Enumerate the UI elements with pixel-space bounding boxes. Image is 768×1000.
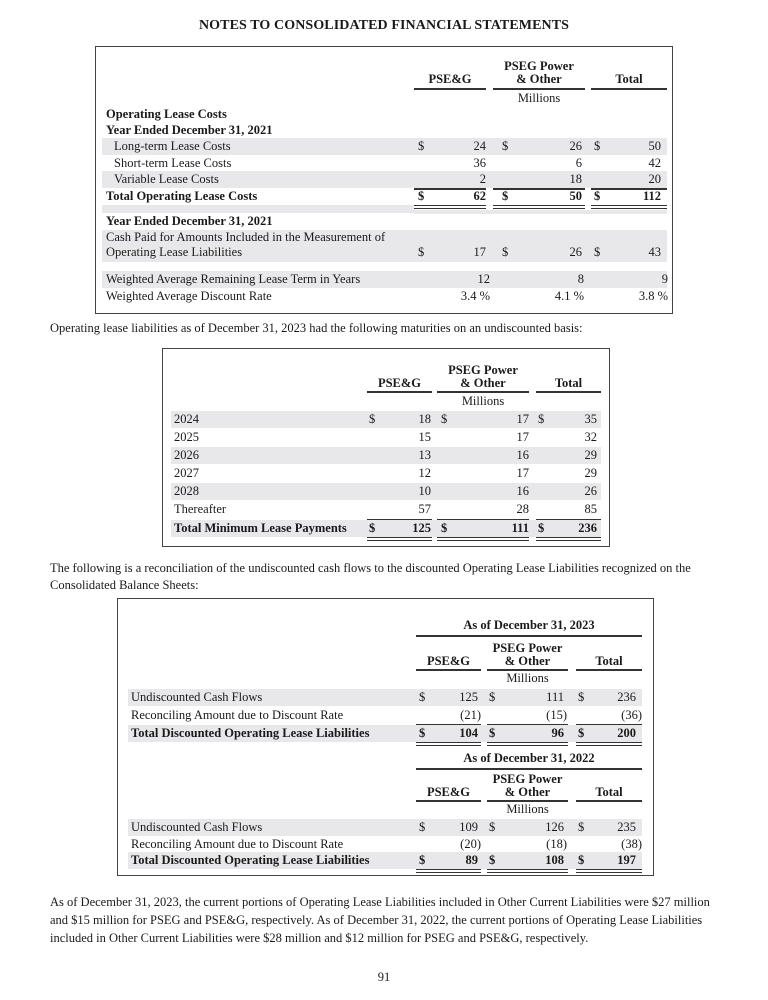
table-row: 2024 $ 18 $ 17 $ 35: [171, 411, 601, 428]
double-underline: [576, 869, 642, 873]
header-underline: [536, 391, 601, 393]
page-title: NOTES TO CONSOLIDATED FINANCIAL STATEMENTS: [198, 18, 570, 33]
table-row: Weighted Average Discount Rate 3.4 % 4.1 % 3.8 %: [106, 289, 668, 303]
period-header-2023: As of December 31, 2023: [463, 618, 595, 632]
col-header-total: Total: [595, 654, 623, 668]
paragraph-current-portions: As of December 31, 2023, the current portions of Operating Lease Liabilities included in Other Current Liabilities were $27 million and $15 million for PSEG and PSE&G, respectively. As of December 31, 2022, the current portions of Operating Lease Liabilities included in Other Current Liabilities were $28 million and $12 million for PSEG and PSE&G, respectively.: [50, 895, 710, 945]
col-header-total: Total: [554, 376, 583, 390]
col-header-power-line2: & Other: [504, 785, 551, 799]
double-underline: [414, 205, 486, 209]
lease-reconciliation-table: [117, 598, 654, 876]
table-row: Weighted Average Remaining Lease Term in Years 12 8 9: [102, 271, 667, 288]
total-row: Total Operating Lease Costs $ 62 $ 50 $ 112: [106, 189, 661, 203]
table-row: Reconciling Amount due to Discount Rate (21) (15) (36): [131, 708, 642, 722]
double-underline: [487, 742, 568, 746]
col-header-total: Total: [615, 72, 643, 86]
paragraph-reconciliation-intro: The following is a reconciliation of the undiscounted cash flows to the discounted Operating Lease Liabilities recognized on the Consolidated Balance Sheets:: [50, 561, 691, 592]
units-label: Millions: [461, 394, 505, 408]
col-header-pseg: PSE&G: [426, 654, 471, 668]
table-row: Variable Lease Costs 2 18 20: [102, 171, 667, 188]
total-row: Total Discounted Operating Lease Liabilities $ 104 $ 96 $ 200: [128, 725, 642, 742]
table-row: Cash Paid for Amounts Included in the Measurement of Operating Lease Liabilities $ 17 $ 26 $ 43: [102, 230, 667, 262]
header-underline: [576, 800, 642, 802]
lease-maturities-table: [162, 348, 610, 547]
col-header-power-line1: PSEG Power: [504, 59, 574, 73]
units-label: Millions: [506, 671, 549, 685]
section-subtitle: Year Ended December 31, 2021: [106, 123, 273, 137]
double-underline: [576, 742, 642, 746]
spacer-row: [102, 205, 414, 213]
double-underline: [591, 205, 667, 209]
header-underline: [367, 391, 432, 393]
paragraph-maturities-intro: Operating lease liabilities as of December 31, 2023 had the following maturities on an undiscounted basis:: [50, 321, 583, 335]
table-row: 2027 12 17 29: [174, 466, 597, 480]
col-header-power-line1: PSEG Power: [492, 641, 563, 655]
header-underline: [591, 88, 667, 90]
units-label: Millions: [506, 802, 549, 816]
header-underline: [414, 88, 486, 90]
header-underline: [493, 88, 585, 90]
header-underline: [416, 669, 481, 671]
operating-lease-costs-table: [95, 46, 673, 314]
total-row: Total Minimum Lease Payments $ 125 $ 111 $ 236: [171, 520, 601, 537]
table-row: 2026 13 16 29: [171, 447, 601, 464]
table-row: Thereafter 57 28 85: [174, 502, 597, 516]
col-header-pseg: PSE&G: [426, 785, 471, 799]
double-underline: [416, 869, 481, 873]
double-underline: [367, 537, 432, 541]
header-underline: [416, 800, 481, 802]
col-header-pseg: PSE&G: [428, 72, 472, 86]
table-row: Undiscounted Cash Flows $ 125 $ 111 $ 236: [128, 689, 642, 706]
col-header-power-line1: PSEG Power: [492, 772, 563, 786]
double-underline: [493, 205, 585, 209]
period-underline: [416, 768, 642, 770]
period-header-2022: As of December 31, 2022: [463, 751, 595, 765]
header-underline: [576, 669, 642, 671]
table-row: Undiscounted Cash Flows $ 109 $ 126 $ 235: [128, 819, 642, 836]
double-underline: [437, 537, 529, 541]
section-subtitle: Year Ended December 31, 2021: [106, 214, 273, 228]
header-underline: [437, 391, 529, 393]
table-row: Reconciling Amount due to Discount Rate (20) (18) (38): [131, 837, 642, 851]
col-header-pseg: PSE&G: [377, 376, 422, 390]
section-title: Operating Lease Costs: [106, 107, 227, 121]
table-row: Short-term Lease Costs 36 6 42: [114, 156, 661, 170]
table-row: 2025 15 17 32: [174, 430, 597, 444]
page-number: 91: [377, 970, 391, 984]
table-row: Long-term Lease Costs $ 24 $ 26 $ 50: [102, 138, 667, 155]
col-header-power-line2: & Other: [460, 376, 506, 390]
table-row: 2028 10 16 26: [171, 483, 601, 500]
double-underline: [536, 537, 601, 541]
col-header-power-line2: & Other: [516, 72, 562, 86]
double-underline: [416, 742, 481, 746]
col-header-power-line2: & Other: [504, 654, 551, 668]
total-row: Total Discounted Operating Lease Liabilities $ 89 $ 108 $ 197: [128, 852, 642, 869]
col-header-total: Total: [595, 785, 623, 799]
units-label: Millions: [517, 91, 561, 105]
double-underline: [487, 869, 568, 873]
col-header-power-line1: PSEG Power: [448, 363, 518, 377]
period-underline: [416, 635, 642, 637]
